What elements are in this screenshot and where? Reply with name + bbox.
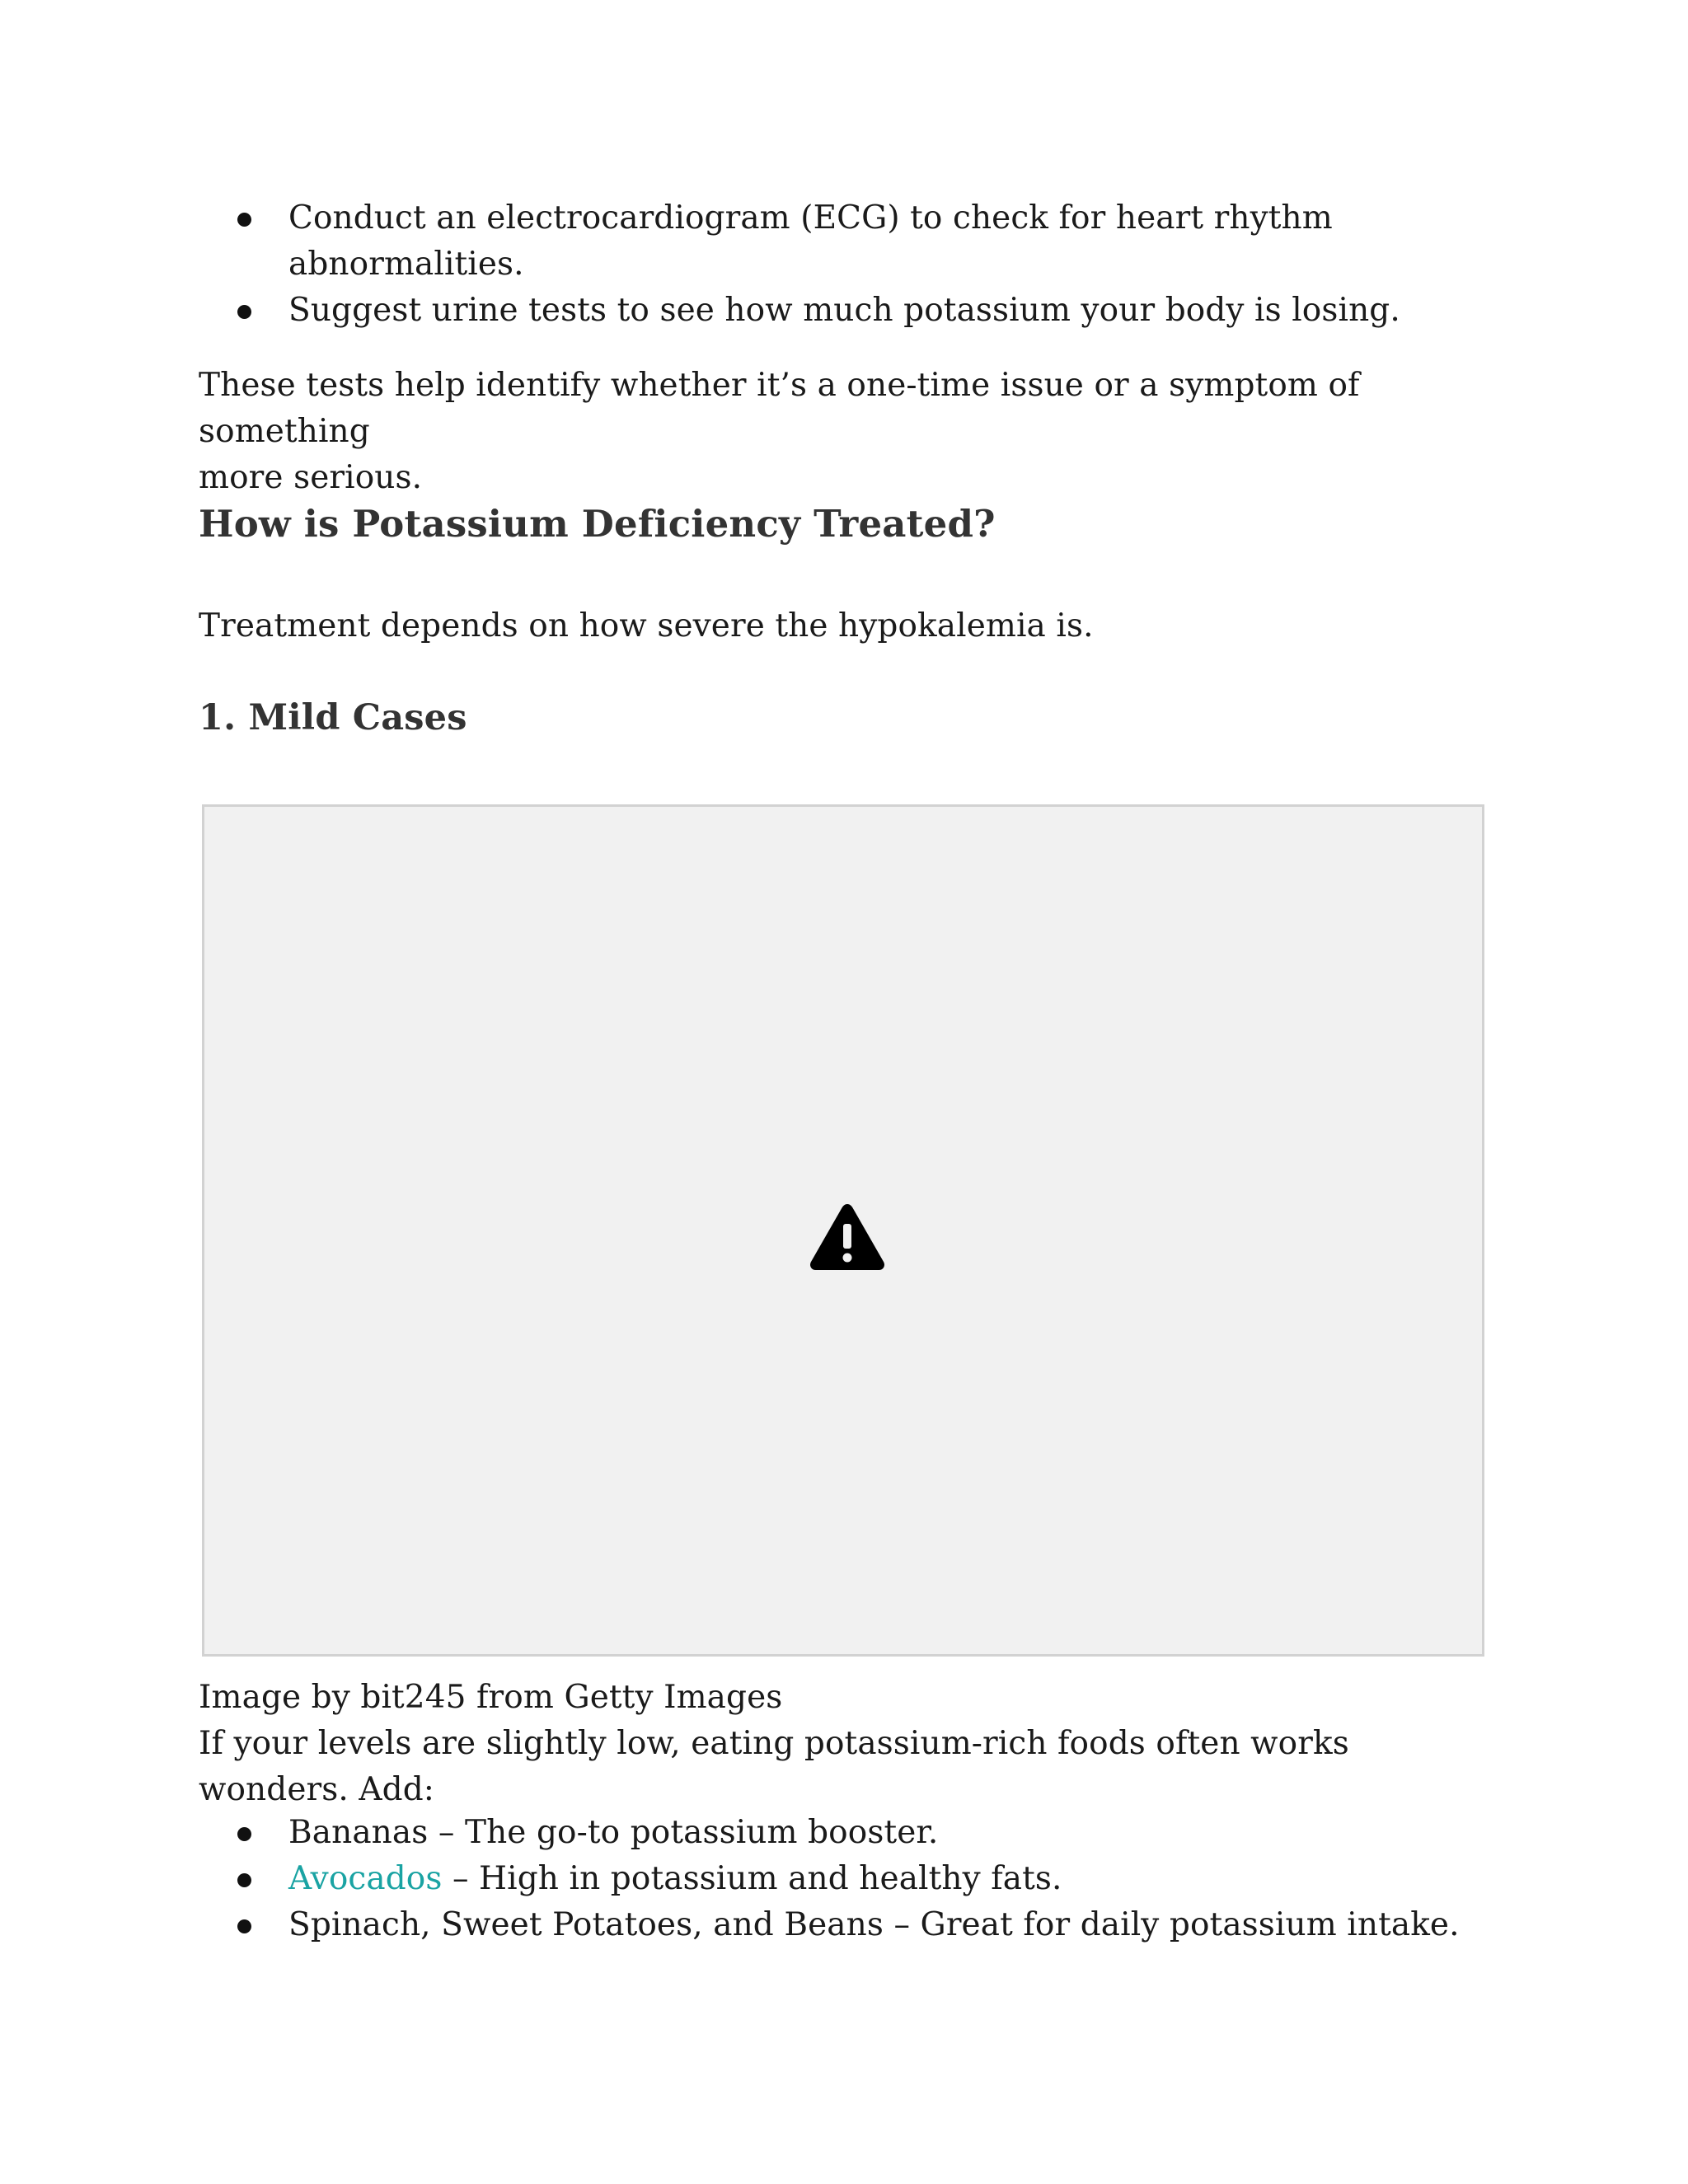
- bullet-icon: [237, 1919, 251, 1933]
- list-item-text: Spinach, Sweet Potatoes, and Beans – Great for daily potassium intake.: [288, 1906, 1460, 1943]
- list-item-text: Suggest urine tests to see how much potassium your body is losing.: [288, 292, 1400, 329]
- image-caption: Image by bit245 from Getty Images: [199, 1679, 783, 1716]
- treatment-intro: Treatment depends on how severe the hypokalemia is.: [199, 607, 1094, 644]
- tests-paragraph-line: These tests help identify whether it’s a one-time issue or a symptom of something: [199, 367, 1360, 450]
- bullet-icon: [237, 305, 251, 319]
- list-item: [288, 195, 1484, 288]
- foods-list: [288, 1810, 1484, 1948]
- list-item: [288, 1856, 1484, 1902]
- bullet-icon: [237, 1873, 251, 1887]
- list-item-text-continued: abnormalities.: [288, 246, 524, 283]
- tests-paragraph-line: more serious.: [199, 459, 423, 496]
- avocados-link[interactable]: Avocados: [288, 1860, 443, 1897]
- bullet-icon: [237, 213, 251, 227]
- subsection-heading: 1. Mild Cases: [199, 697, 467, 738]
- section-heading: How is Potassium Deficiency Treated?: [199, 502, 996, 546]
- tests-list: [288, 195, 1484, 334]
- list-item: [288, 1902, 1484, 1948]
- list-item-text: – High in potassium and healthy fats.: [442, 1860, 1062, 1897]
- broken-image-placeholder: [202, 804, 1484, 1657]
- list-item-text: Conduct an electrocardiogram (ECG) to check for heart rhythm: [288, 199, 1333, 237]
- bullet-icon: [237, 1827, 251, 1841]
- list-item-text: Bananas – The go-to potassium booster.: [288, 1814, 939, 1851]
- tests-paragraph: [199, 363, 1468, 501]
- warning-icon: [809, 1202, 886, 1272]
- list-item: [288, 1810, 1484, 1856]
- mild-cases-paragraph: If your levels are slightly low, eating potassium-rich foods often works wonders. Add:: [199, 1725, 1349, 1808]
- list-item: [288, 288, 1484, 334]
